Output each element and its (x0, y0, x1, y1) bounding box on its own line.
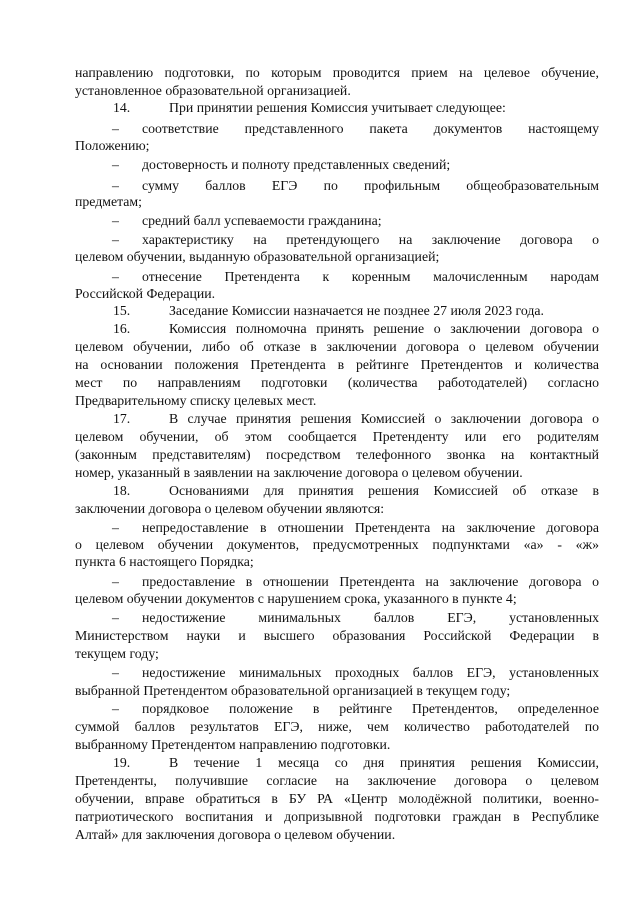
text-line: номер, указанный в заявлении на заключение договора о целевом обучении. (75, 465, 523, 480)
text-line: сумму баллов ЕГЭ по профильным общеобразовательным (142, 178, 599, 193)
text-line: направлению подготовки, по которым проводится прием на целевое обучение, (75, 65, 599, 80)
text-line: целевом обучении, выданную образовательной организацией; (75, 249, 440, 264)
text-line: мест по направлениям подготовки (количества работодателей) согласно (75, 375, 599, 390)
text-line: Комиссия полномочна принять решение о заключении договора о (169, 321, 599, 336)
text-line: характеристику на претендующего на заключение договора о (142, 232, 599, 247)
text-line: Алтай» для заключения договора о целевом обучении. (75, 827, 396, 842)
list-dash: – (112, 574, 119, 589)
text-line: Предварительному списку целевых мест. (75, 393, 317, 408)
text-line: достоверность и полноту представленных сведений; (142, 157, 451, 172)
text-line: текущем году; (75, 646, 159, 661)
text-line: Положению; (75, 138, 150, 153)
text-line: соответствие представленного пакета документов настоящему (142, 121, 599, 136)
list-dash: – (112, 121, 119, 136)
text-line: о целевом обучении документов, предусмотренных подпунктами «а» - «ж» (75, 537, 599, 552)
text-line: средний балл успеваемости гражданина; (142, 213, 382, 228)
text-line: (законным представителям) посредством телефонного звонка на контактный (75, 447, 599, 462)
list-dash: – (112, 520, 119, 535)
text-line: установленное образовательной организацией. (75, 83, 351, 98)
text-line: суммой баллов результатов ЕГЭ, ниже, чем количество работодателей по (75, 719, 599, 734)
text-line: предметам; (75, 194, 142, 209)
paragraph-number: 19. (113, 755, 131, 770)
text-line: Министерством науки и высшего образования Российской Федерации в (75, 628, 599, 643)
list-dash: – (112, 701, 119, 716)
text-line: Претенденты, получившие согласие на заключение договора о целевом (75, 773, 599, 788)
text-line: непредоставление в отношении Претендента на заключение договора (142, 520, 599, 535)
text-line: обучении, вправе обратиться в БУ РА «Центр молодёжной политики, военно- (75, 791, 599, 806)
list-dash: – (112, 232, 119, 247)
text-line: порядковое положение в рейтинге Претендентов, определенное (142, 701, 599, 716)
paragraph-number: 16. (113, 321, 131, 336)
text-line: выбранному Претендентом направлению подготовки. (75, 737, 391, 752)
text-line: целевом обучении, либо об отказе в заключении договора о целевом обучении (75, 339, 599, 354)
paragraph-number: 18. (113, 483, 131, 498)
list-dash: – (112, 213, 119, 228)
list-dash: – (112, 665, 119, 680)
text-line: целевом обучении, об этом сообщается Претенденту или его родителям (75, 429, 599, 444)
text-line: недостижение минимальных баллов ЕГЭ, установленных (142, 610, 599, 625)
paragraph-number: 17. (113, 411, 131, 426)
text-line: Основаниями для принятия решения Комиссией об отказе в (169, 483, 599, 498)
paragraph-number: 15. (113, 303, 131, 318)
list-dash: – (112, 269, 119, 284)
text-line: Российской Федерации. (75, 286, 216, 301)
list-dash: – (112, 157, 119, 172)
text-line: недостижение минимальных проходных баллов ЕГЭ, установленных (142, 665, 599, 680)
text-line: При принятии решения Комиссия учитывает следующее: (169, 100, 506, 115)
text-line: целевом обучении документов с нарушением срока, указанного в пункте 4; (75, 591, 517, 606)
list-dash: – (112, 178, 119, 193)
text-line: В течение 1 месяца со дня принятия решения Комиссии, (169, 755, 599, 770)
text-line: Заседание Комиссии назначается не позднее 27 июля 2023 года. (169, 303, 544, 318)
text-line: отнесение Претендента к коренным малочисленным народам (142, 269, 599, 284)
text-line: на основании положения Претендента в рейтинге Претендентов и количества (75, 357, 599, 372)
paragraph-number: 14. (113, 100, 131, 115)
text-line: патриотического воспитания и допризывной подготовки граждан в Республике (75, 809, 599, 824)
text-line: В случае принятия решения Комиссией о заключении договора о (169, 411, 599, 426)
text-line: выбранной Претендентом образовательной организацией в текущем году; (75, 683, 511, 698)
list-dash: – (112, 610, 119, 625)
text-line: предоставление в отношении Претендента на заключение договора о (142, 574, 599, 589)
text-line: заключении договора о целевом обучении являются: (75, 501, 385, 516)
text-line: пункта 6 настоящего Порядка; (75, 554, 254, 569)
